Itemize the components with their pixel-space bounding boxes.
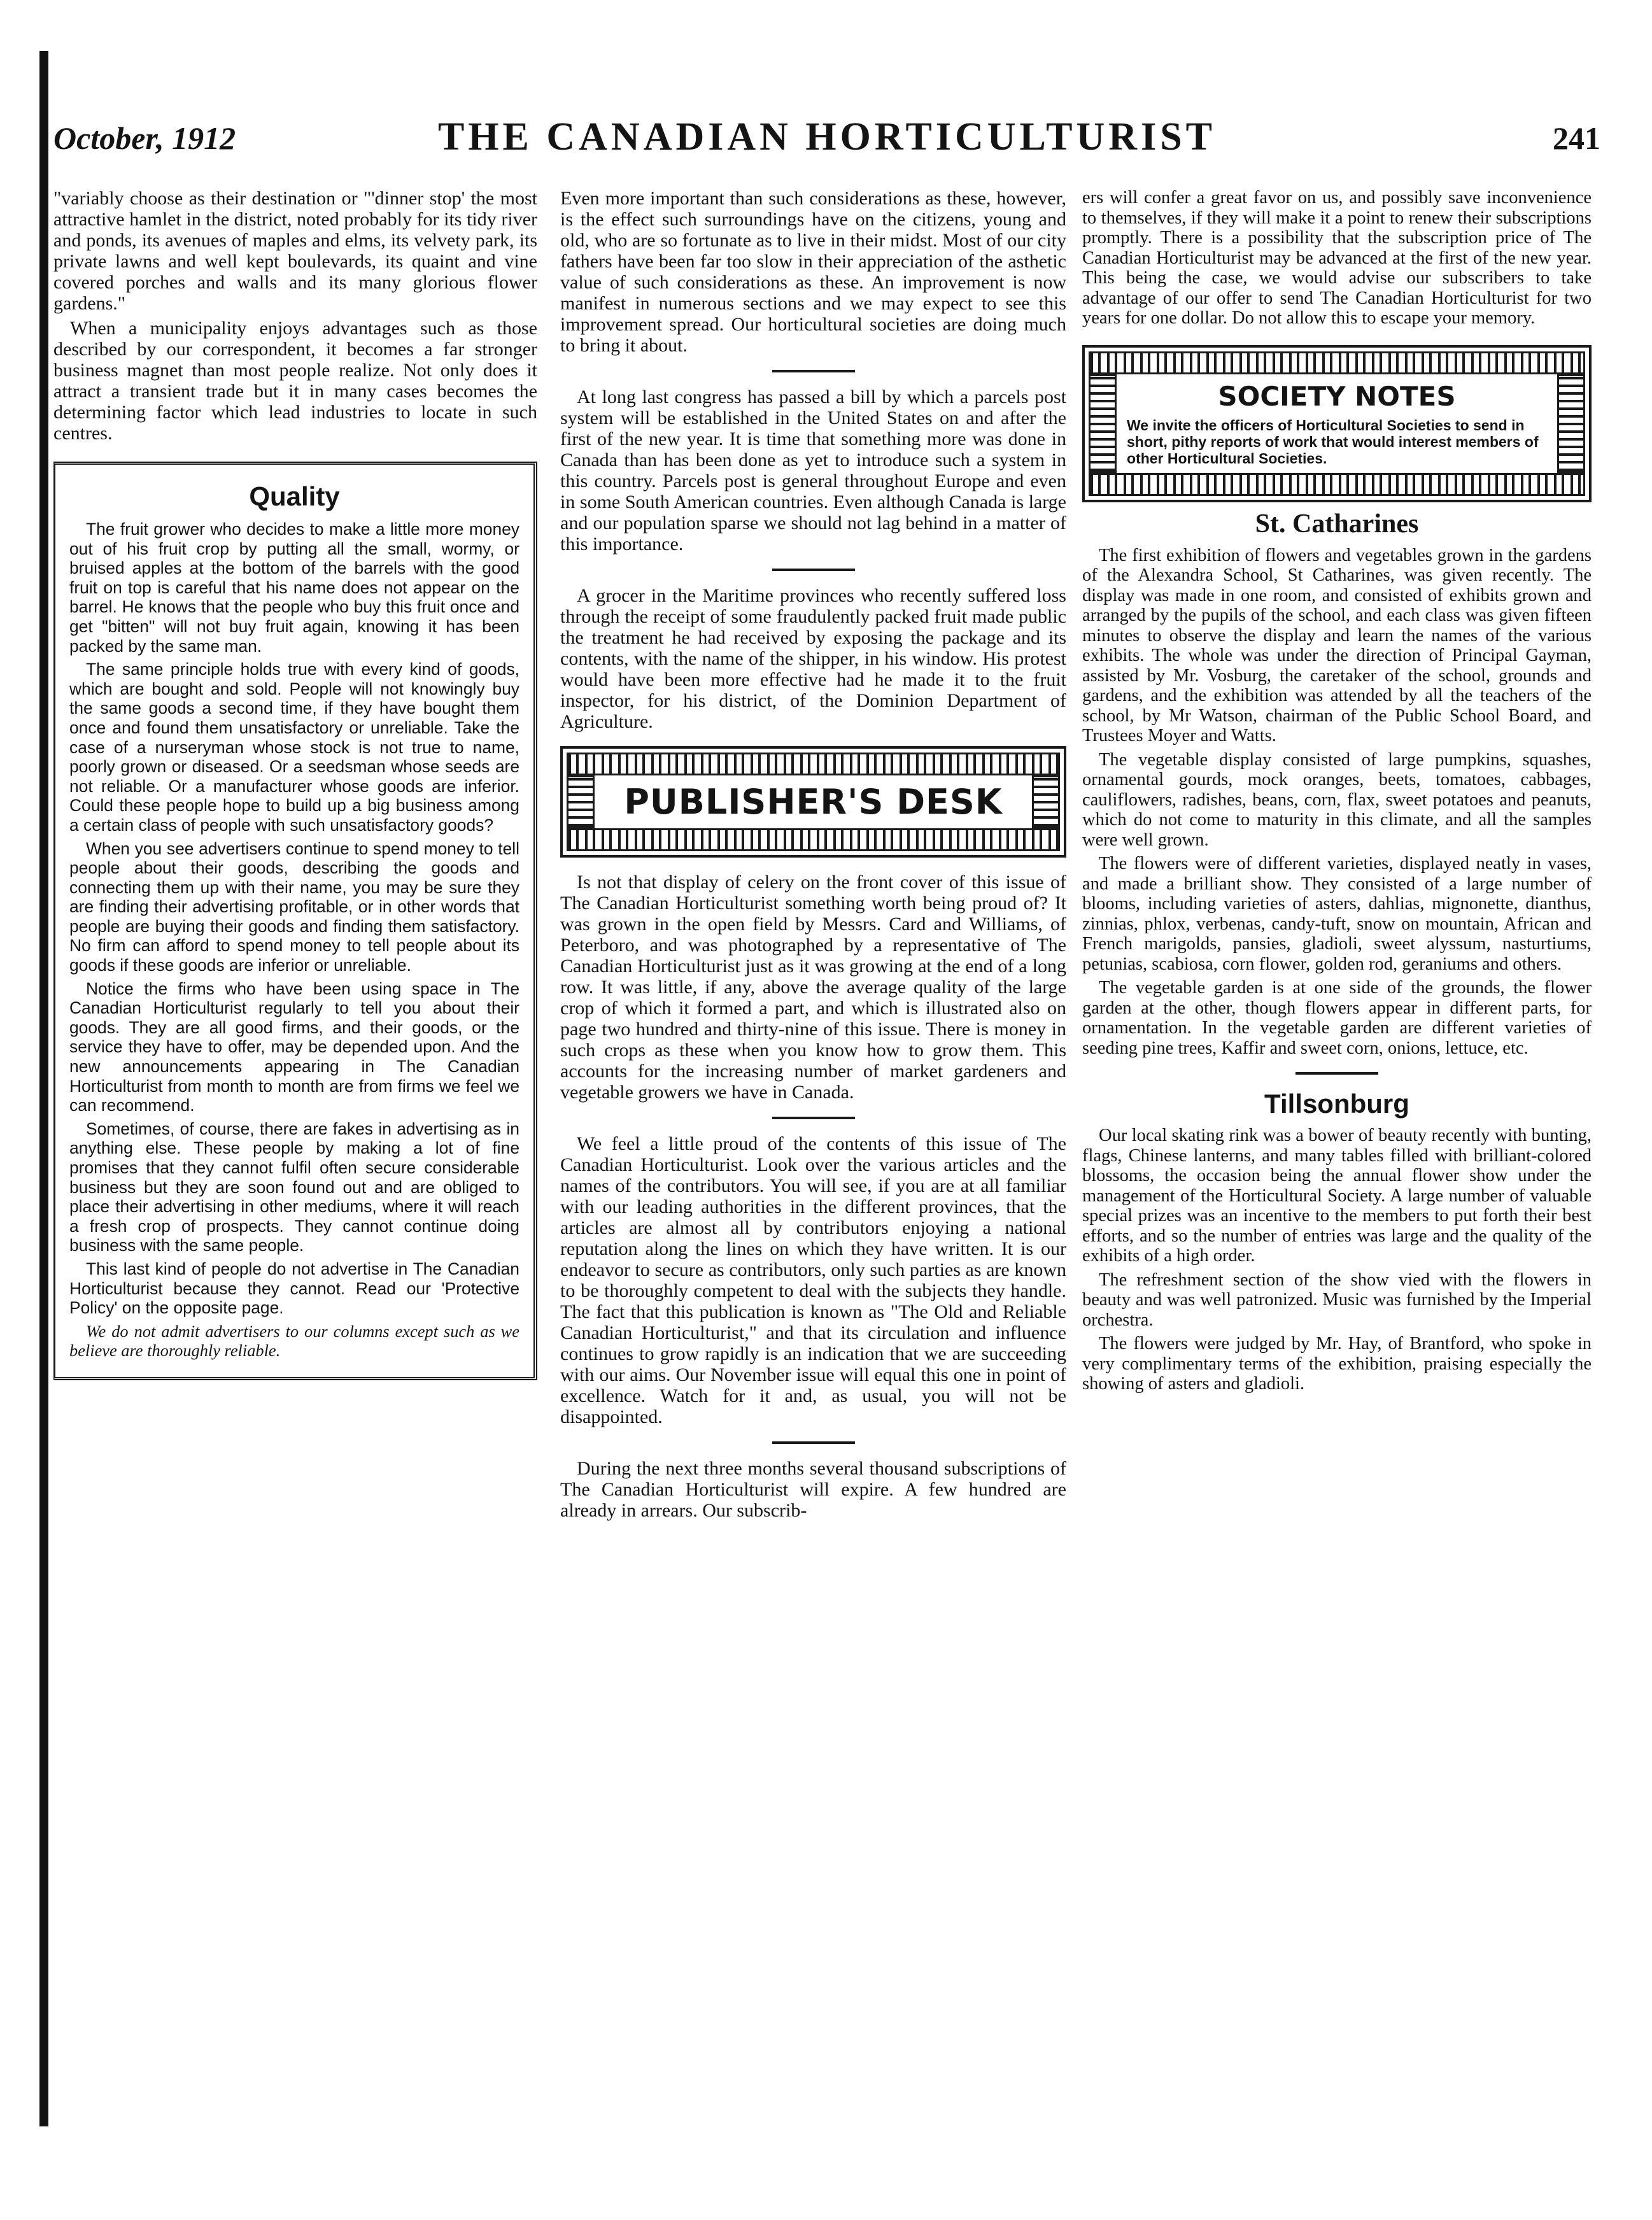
greek-key-border	[567, 828, 1060, 851]
issue-date: October, 1912	[53, 120, 236, 156]
greek-key-border	[1032, 775, 1060, 828]
paragraph: Our local skating rink was a bower of beauty recently with bunting, flags, Chinese lanterns, and many tables filled with brilliant-colored blossoms, the occasion being the annual flower show under the management of the Horticultural Society. A large number of valuable special prizes was an incentive to the members to put forth their best efforts, and so the number of entries was large and the quality of the exhibits of a high order.	[1082, 1126, 1592, 1266]
paragraph: The flowers were judged by Mr. Hay, of Brantford, who spoke in very complimentary terms of the exhibition, praising especially the showing of asters and gladioli.	[1082, 1334, 1592, 1394]
paragraph: At long last congress has passed a bill by which a parcels post system will be established in the United States on and after the first of the new year. It is time that something more was done in Canada than has been done as yet to introduce such a system in this country. Parcels post is general throughout Europe and even in some South American countries. Even although Canada is large and our population sparse we should not lag behind in a matter of this importance.	[560, 386, 1066, 555]
paragraph: Sometimes, of course, there are fakes in advertising as in anything else. These people by making a lot of fine promises that they cannot fulfil often secure considerable business but they are soon found out and are obliged to place their advertising in other mediums, where it will reach a fresh crop of prospects. They cannot continue doing business with the same people.	[69, 1119, 519, 1255]
quality-box-title: Quality	[249, 481, 340, 511]
paragraph: When you see advertisers continue to spend money to tell people about their goods, describing the goods and connecting them up with their name, you may be sure they are finding their advertising profitable, or in other words that people are buying their goods and finding them satisfactory. No firm can afford to spend money to tell people about its goods if these goods are inferior or unreliable.	[69, 838, 519, 975]
paragraph: Is not that display of celery on the front cover of this issue of The Canadian Horticulturist something worth being proud of? It was grown in the open field by Messrs. Card and Williams, of Peterboro, and was photographed by a representative of The Canadian Horticulturist just as it was growing at the end of a long row. It was little, if any, above the average quality of the large crop of which it formed a part, and which is illustrated also on page two hundred and thirty-nine of this issue. There is money in such crops as these when you know how to grow them. This accounts for the increasing number of market gardeners and vegetable growers we have in Canada.	[560, 872, 1066, 1103]
column-3	[1082, 188, 1592, 1398]
page-header	[53, 115, 1600, 166]
binding-edge	[39, 51, 48, 2126]
st-catharines-heading: St. Catharines	[1255, 509, 1419, 539]
divider	[772, 370, 855, 372]
greek-key-border	[1089, 351, 1585, 374]
divider	[1295, 1072, 1378, 1075]
paragraph: "variably choose as their destination or "'dinner stop' the most attractive hamlet in the district, noted probably for its tidy river and ponds, its avenues of maples and elms, its velvety park, its private lawns and well kept boulevards, its quaint and vine covered porches and walls and its many glorious flower gardens."	[53, 188, 537, 314]
paragraph: The first exhibition of flowers and vegetables grown in the gardens of the Alexandra School, St Catharines, was given recently. The display was made in one room, and consisted of exhibits grown and arranged by the pupils of the school, and each class was given fifteen minutes to observe the display and learn the names of the various exhibits. The whole was under the direction of Principal Gayman, assisted by Mr. Vosburg, the caretaker of the school, grounds and gardens, and the exhibition was attended by all the teachers of the school, by Mr Watson, chairman of the Public School Board, and Trustees Moyer and Watts.	[1082, 545, 1592, 746]
paragraph: This last kind of people do not advertise in The Canadian Horticulturist because they cannot. Read our 'Protective Policy' on the opposite page.	[69, 1259, 519, 1318]
paragraph: A grocer in the Maritime provinces who recently suffered loss through the receipt of some fraudulently packed fruit made public the treatment he had received by exposing the package and its contents, with the name of the shipper, in his window. His protest would have been more effective had he made it to the fruit inspector, for his district, of the Dominion Department of Agriculture.	[560, 585, 1066, 732]
greek-key-border	[1557, 374, 1585, 473]
paragraph: We feel a little proud of the contents of this issue of The Canadian Horticulturist. Look over the various articles and the names of the contributors. You will see, if you are at all familiar with our leading authorities in the different provinces, that the articles are almost all by contributors enjoying a national reputation along the lines on which they have written. It is our endeavor to secure as contributors, only such parties as are known to be thoroughly competent to deal with the subjects they handle. The fact that this publication is known as "The Old and Reliable Canadian Horticulturist," and that its circulation and influence continues to grow rapidly is an indication that we are succeeding with our aims. Our November issue will equal this one in point of excellence. Watch for it and, as usual, you will not be disappointed.	[560, 1133, 1066, 1427]
quality-box	[53, 462, 537, 1380]
paragraph: ers will confer a great favor on us, and possibly save inconvenience to themselves, if they will make it a point to renew their subscriptions promptly. There is a possibility that the subscription price of The Canadian Horticulturist may be advanced at the first of the new year. This being the case, we would advise our subscribers to take advantage of our offer to send The Canadian Horticulturist for two years for one dollar. Do not allow this to escape your memory.	[1082, 188, 1592, 328]
publishers-desk-title: PUBLISHER'S DESK	[624, 782, 1003, 822]
greek-key-border	[567, 753, 1060, 775]
society-notes-subtitle: We invite the officers of Horticultural Societies to send in short, pithy reports of work that would interest members of other Horticultural Societies.	[1127, 416, 1539, 467]
greek-key-border	[1089, 374, 1117, 473]
society-notes-banner	[1082, 345, 1592, 502]
paragraph: The flowers were of different varieties, displayed neatly in vases, and made a brilliant show. They consisted of a large number of blooms, including varieties of asters, dahlias, mignonette, dianthus, zinnias, phlox, verbenas, candy-tuft, snow on mountain, African and French marigolds, pansies, gladioli, sweet alyssum, nasturtiums, petunias, scabiosa, corn flower, golden rod, geraniums and others.	[1082, 854, 1592, 974]
tillsonburg-heading: Tillsonburg	[1264, 1089, 1409, 1119]
column-2	[560, 188, 1066, 1525]
paragraph: The vegetable display consisted of large pumpkins, squashes, ornamental gourds, mock oranges, beets, tomatoes, cabbages, cauliflowers, radishes, beans, corn, flax, sweet potatoes and peanuts, which do not come to maturity in this climate, and all the samples were well grown.	[1082, 749, 1592, 850]
page-number: 241	[1553, 120, 1600, 156]
paragraph: The fruit grower who decides to make a little more money out of his fruit crop by putting all the small, wormy, or bruised apples at the bottom of the barrels with the good fruit on top is careful that his name does not appear on the barrel. He knows that the people who buy this fruit once and get "bitten" will not buy fruit again, knowing it has been packed by the same man.	[69, 520, 519, 656]
divider	[772, 1117, 855, 1119]
paragraph: Notice the firms who have been using space in The Canadian Horticulturist regularly to tell you about their goods. They are all good firms, and their goods, or the service they have to offer, may be depended upon. And the new announcements appearing in The Canadian Horticulturist from month to month are from firms we feel we can recommend.	[69, 979, 519, 1115]
divider	[772, 1441, 855, 1444]
paragraph: The vegetable garden is at one side of the grounds, the flower garden at the other, though flowers appear in different parts, for ornamentation. In the vegetable garden are different varieties of seeding pine trees, Kaffir and sweet corn, onions, lettuce, etc.	[1082, 978, 1592, 1058]
greek-key-border	[567, 775, 595, 828]
publication-title: THE CANADIAN HORTICULTURIST	[437, 115, 1217, 159]
quality-box-note: We do not admit advertisers to our columns except such as we believe are thoroughly reliable.	[69, 1321, 519, 1361]
paragraph: During the next three months several thousand subscriptions of The Canadian Horticulturist will expire. A few hundred are already in arrears. Our subscrib-	[560, 1458, 1066, 1521]
paragraph: Even more important than such considerations as these, however, is the effect such surroundings have on the citizens, young and old, who are so fortunate as to live in their midst. Most of our city fathers have been far too slow in their appreciation of the asthetic value of such considerations as these. An improvement is now manifest in numerous sections and we may expect to see this improvement spread. Our horticultural societies are doing much to bring it about.	[560, 188, 1066, 356]
greek-key-border	[1089, 473, 1585, 496]
paragraph: When a municipality enjoys advantages such as those described by our correspondent, it becomes a far stronger business magnet than most people realize. Not only does it attract a transient trade but it in many cases becomes the determining factor which lead industries to locate in such centres.	[53, 318, 537, 444]
society-notes-title: SOCIETY NOTES	[1218, 380, 1456, 412]
column-1	[53, 188, 537, 1380]
paragraph: The refreshment section of the show vied with the flowers in beauty and was well patronized. Music was furnished by the Imperial orchestra.	[1082, 1269, 1592, 1330]
paragraph: The same principle holds true with every kind of goods, which are bought and sold. People will not knowingly buy the same goods a second time, if they have bought them once and found them unsatisfactory or unreliable. Take the case of a nurseryman whose stock is not true to name, poorly grown or diseased. Or a seedsman whose seeds are not reliable. Or a manufacturer whose goods are inferior. Could these people hope to build up a big business among a certain class of people with such unsatisfactory goods?	[69, 660, 519, 835]
divider	[772, 569, 855, 571]
publishers-desk-banner	[560, 746, 1066, 858]
